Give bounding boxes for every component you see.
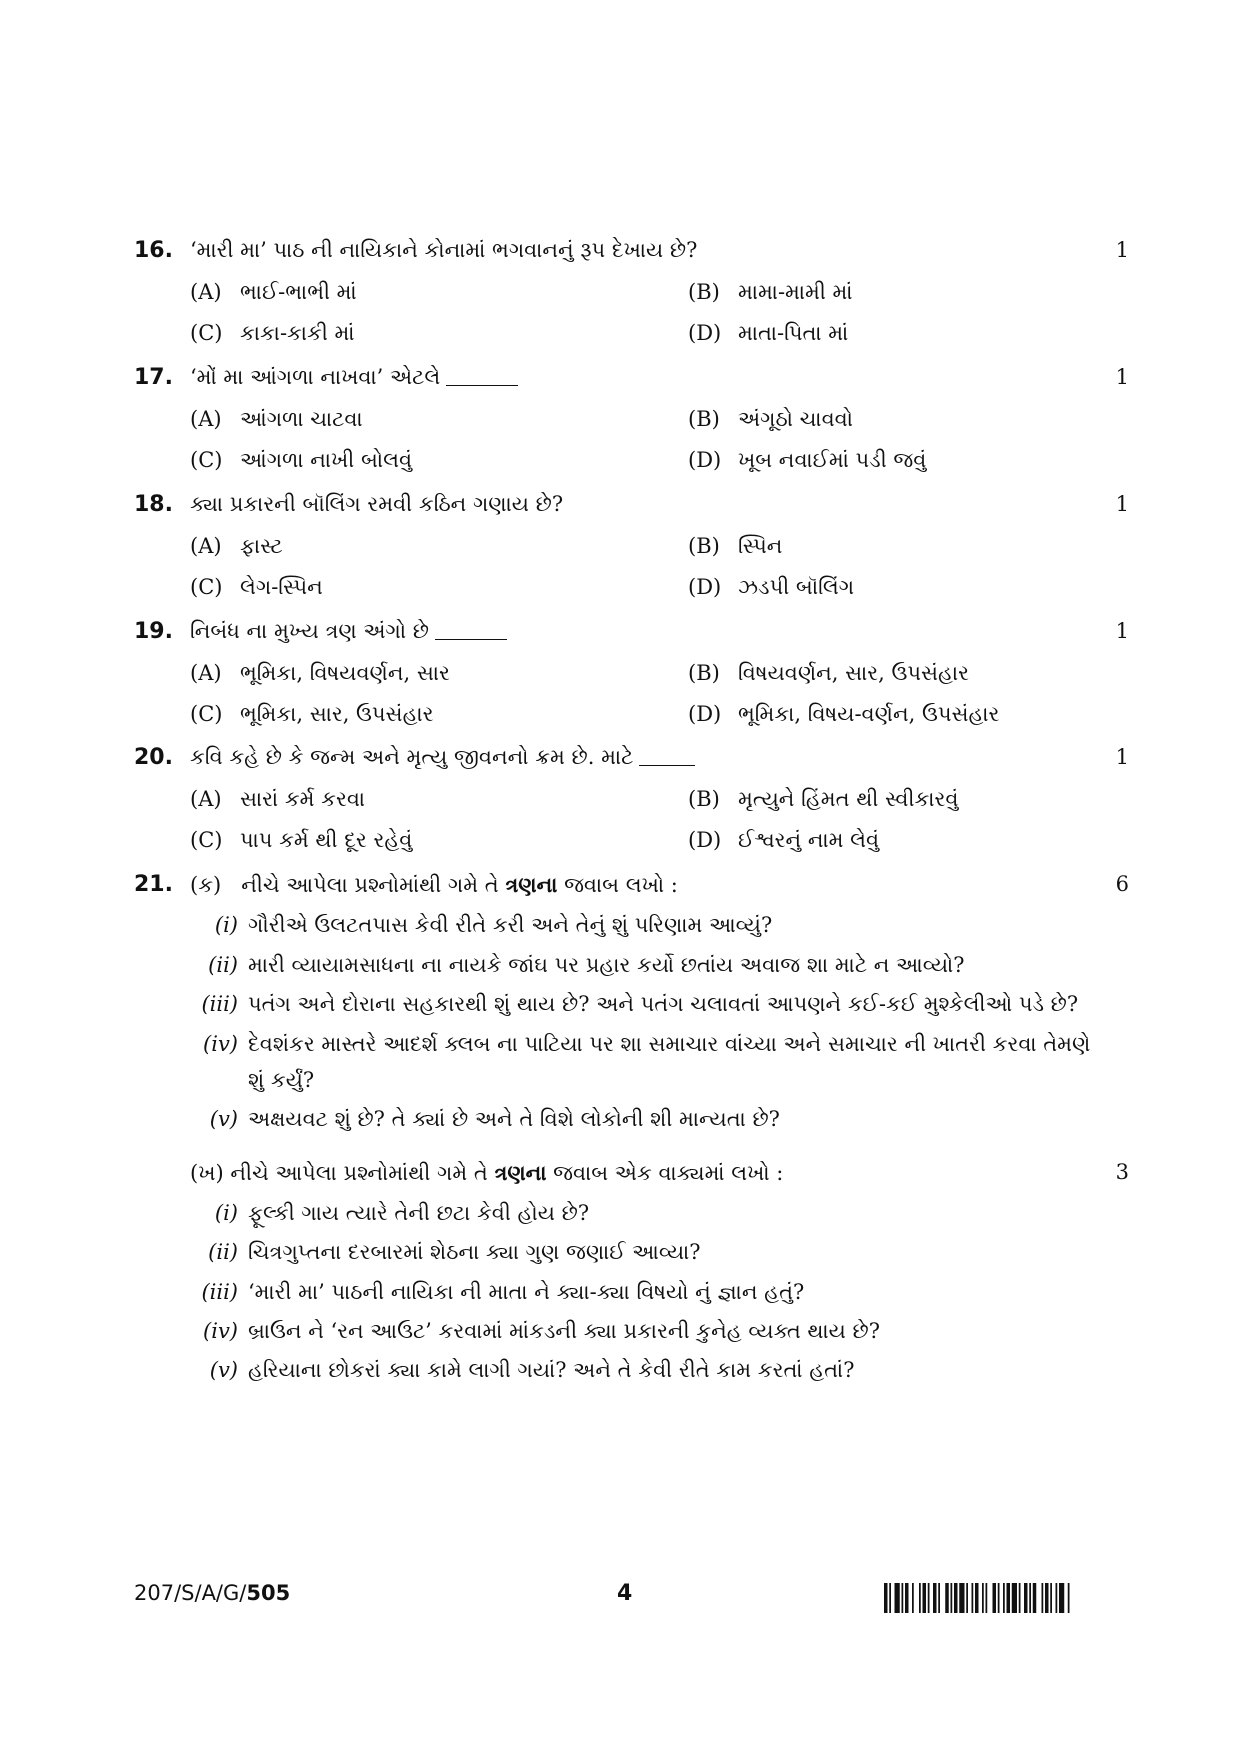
question-text: ‘મારી મા’ પાઠ ની નાયિકાને કોનામાં ભગવાનનું રૂપ દેખાય છે? bbox=[190, 238, 698, 262]
item-text: ચિત્રગુપ્તના દરબારમાં શેઠના ક્યા ગુણ જણાઈ આવ્યા? bbox=[248, 1240, 701, 1264]
option-text: લેગ-સ્પિન bbox=[240, 575, 323, 599]
instruction-text-end: જવાબ એક વાક્યમાં લખો : bbox=[546, 1161, 784, 1185]
option-b bbox=[688, 407, 853, 432]
item-numeral: (v) bbox=[209, 1107, 238, 1131]
question-number: 16. bbox=[134, 238, 173, 263]
option-a bbox=[190, 280, 357, 305]
question-marks: 1 bbox=[1115, 365, 1129, 389]
item-numeral: (iii) bbox=[201, 1280, 238, 1304]
answer-blank bbox=[446, 385, 518, 386]
option-text: ભૂમિકા, સાર, ઉપસંહાર bbox=[240, 702, 434, 726]
item-text: પતંગ અને દોરાના સહકારથી શું થાય છે? અને પતંગ ચલાવતાં આપણને કઈ-કઈ મુશ્કેલીઓ પડે છે? bbox=[248, 992, 1079, 1016]
option-text: ફાસ્ટ bbox=[240, 534, 283, 558]
part-a-item-iv-continued bbox=[248, 1068, 314, 1093]
option-text: ઈશ્વરનું નામ લેવું bbox=[738, 828, 880, 852]
option-a bbox=[190, 787, 365, 812]
item-numeral: (iv) bbox=[203, 1032, 238, 1056]
question-number: 19. bbox=[134, 619, 173, 644]
option-label: (B) bbox=[688, 661, 720, 685]
question-text bbox=[190, 619, 507, 644]
barcode-icon bbox=[884, 1583, 1130, 1613]
instruction-text: નીચે આપેલા પ્રશ્નોમાંથી ગમે તે bbox=[241, 873, 506, 897]
item-text: ગૌરીએ ઉલટતપાસ કેવી રીતે કરી અને તેનું શું પરિણામ આવ્યું? bbox=[248, 913, 773, 937]
part-b-item-v bbox=[190, 1358, 854, 1383]
option-label: (A) bbox=[190, 661, 222, 685]
part-a-item-iii bbox=[190, 992, 1078, 1017]
part-a-item-iv bbox=[190, 1032, 1090, 1057]
item-numeral: (v) bbox=[209, 1358, 238, 1382]
option-text: વિષયવર્ણન, સાર, ઉપસંહાર bbox=[738, 661, 969, 685]
item-numeral: (iii) bbox=[201, 992, 238, 1016]
item-text: ફૂલ્કી ગાય ત્યારે તેની છટા કેવી હોય છે? bbox=[248, 1201, 590, 1225]
question-text bbox=[190, 365, 518, 390]
option-a bbox=[190, 534, 283, 559]
option-text: આંગળા નાખી બોલવું bbox=[240, 448, 413, 472]
option-label: (A) bbox=[190, 407, 222, 431]
part-a-marks: 6 bbox=[1115, 872, 1129, 896]
part-a-item-i bbox=[190, 913, 772, 938]
part-a-item-ii bbox=[190, 953, 965, 978]
option-label: (C) bbox=[190, 828, 223, 852]
question-text-body: કવિ કહે છે કે જન્મ અને મૃત્યુ જીવનનો ક્રમ છે. માટે bbox=[190, 745, 634, 769]
part-b-item-i bbox=[190, 1201, 589, 1226]
option-d bbox=[688, 321, 848, 346]
instruction-text: નીચે આપેલા પ્રશ્નોમાંથી ગમે તે bbox=[230, 1161, 495, 1185]
option-label: (A) bbox=[190, 534, 222, 558]
option-text: કાકા-કાકી માં bbox=[240, 321, 355, 345]
instruction-text-end: જવાબ લખો : bbox=[557, 873, 678, 897]
answer-blank bbox=[639, 765, 695, 766]
option-label: (C) bbox=[190, 702, 223, 726]
page-number: 4 bbox=[617, 1581, 633, 1606]
paper-code bbox=[134, 1581, 290, 1605]
part-b-marks: 3 bbox=[1115, 1160, 1129, 1184]
option-a bbox=[190, 407, 363, 432]
option-label: (D) bbox=[688, 448, 722, 472]
question-text bbox=[190, 745, 695, 770]
instruction-emphasis: ત્રણના bbox=[494, 1160, 547, 1185]
option-label: (C) bbox=[190, 321, 223, 345]
item-numeral: (iv) bbox=[203, 1319, 238, 1343]
item-numeral: (i) bbox=[214, 1201, 238, 1225]
part-a-instruction bbox=[190, 872, 678, 898]
option-label: (A) bbox=[190, 280, 222, 304]
question-marks: 1 bbox=[1115, 745, 1129, 769]
option-text: મૃત્યુને હિંમત થી સ્વીકારવું bbox=[738, 787, 959, 811]
item-text: ‘મારી મા’ પાઠની નાયિકા ની માતા ને ક્યા-ક્યા વિષયો નું જ્ઞાન હતું? bbox=[248, 1280, 805, 1304]
option-text: ભૂમિકા, વિષય-વર્ણન, ઉપસંહાર bbox=[738, 702, 1000, 726]
part-b-item-iii bbox=[190, 1280, 804, 1305]
option-label: (C) bbox=[190, 448, 223, 472]
item-text: મારી વ્યાયામસાધના ના નાયકે જાંઘ પર પ્રહાર કર્યો છતાંય અવાજ શા માટે ન આવ્યો? bbox=[248, 953, 965, 977]
option-b bbox=[688, 280, 853, 305]
option-label: (C) bbox=[190, 575, 223, 599]
option-b bbox=[688, 534, 782, 559]
option-text: મામા-મામી માં bbox=[738, 280, 853, 304]
option-d bbox=[688, 575, 854, 600]
option-label: (A) bbox=[190, 787, 222, 811]
option-text: સ્પિન bbox=[738, 534, 783, 558]
paper-code-prefix: 207/S/A/G/ bbox=[134, 1581, 247, 1605]
item-text: બ્રાઉન ને ‘રન આઉટ’ કરવામાં માંકડની ક્યા પ્રકારની કુનેહ વ્યક્ત થાય છે? bbox=[248, 1319, 881, 1343]
part-label: (ક) bbox=[190, 873, 222, 897]
option-a bbox=[190, 661, 450, 686]
option-text: આંગળા ચાટવા bbox=[240, 407, 363, 431]
answer-blank bbox=[435, 639, 507, 640]
question-text-body: ‘મોં મા આંગળા નાખવા’ એટલે bbox=[190, 365, 441, 389]
option-b bbox=[688, 661, 969, 686]
part-b-instruction bbox=[190, 1160, 783, 1186]
part-label: (ખ) bbox=[190, 1161, 224, 1185]
part-b-item-iv bbox=[190, 1319, 880, 1344]
question-number: 18. bbox=[134, 492, 173, 517]
option-label: (D) bbox=[688, 321, 722, 345]
option-text: અંગૂઠો ચાવવો bbox=[738, 407, 853, 431]
option-c bbox=[190, 575, 323, 600]
question-number: 17. bbox=[134, 365, 173, 390]
option-label: (D) bbox=[688, 702, 722, 726]
question-number: 20. bbox=[134, 745, 173, 770]
option-text: ભૂમિકા, વિષયવર્ણન, સાર bbox=[240, 661, 450, 685]
question-21 bbox=[134, 872, 1129, 1512]
option-label: (B) bbox=[688, 534, 720, 558]
option-d bbox=[688, 828, 879, 853]
item-numeral: (ii) bbox=[208, 1240, 238, 1264]
option-label: (D) bbox=[688, 575, 722, 599]
option-text: પાપ કર્મ થી દૂર રહેવું bbox=[240, 828, 413, 852]
question-number: 21. bbox=[134, 872, 173, 897]
item-numeral: (i) bbox=[214, 913, 238, 937]
option-d bbox=[688, 702, 999, 727]
option-text: સારાં કર્મ કરવા bbox=[240, 787, 366, 811]
part-b-item-ii bbox=[190, 1240, 701, 1265]
option-b bbox=[688, 787, 958, 812]
option-label: (B) bbox=[688, 280, 720, 304]
option-label: (B) bbox=[688, 787, 720, 811]
option-text: માતા-પિતા માં bbox=[738, 321, 849, 345]
option-d bbox=[688, 448, 926, 473]
option-c bbox=[190, 321, 355, 346]
part-a-item-v bbox=[190, 1107, 780, 1132]
option-c bbox=[190, 448, 412, 473]
question-text: ક્યા પ્રકારની બૉલિંગ રમવી કઠિન ગણાય છે? bbox=[190, 492, 564, 516]
option-label: (D) bbox=[688, 828, 722, 852]
option-label: (B) bbox=[688, 407, 720, 431]
option-c bbox=[190, 828, 412, 853]
question-text-body: નિબંધ ના મુખ્ય ત્રણ અંગો છે bbox=[190, 619, 429, 643]
question-marks: 1 bbox=[1115, 619, 1129, 643]
option-text: ભાઈ-ભાભી માં bbox=[240, 280, 357, 304]
instruction-emphasis: ત્રણના bbox=[505, 872, 558, 897]
item-numeral: (ii) bbox=[208, 953, 238, 977]
page-footer bbox=[0, 1581, 1241, 1621]
item-text-continued: શું કર્યું? bbox=[248, 1068, 315, 1092]
item-text: દેવશંકર માસ્તરે આદર્શ ક્લબ ના પાટિયા પર શા સમાચાર વાંચ્યા અને સમાચાર ની ખાતરી કરવા તેમણે bbox=[248, 1032, 1091, 1056]
item-text: હરિયાના છોકરાં ક્યા કામે લાગી ગયાં? અને તે કેવી રીતે કામ કરતાં હતાં? bbox=[248, 1358, 855, 1382]
option-c bbox=[190, 702, 434, 727]
option-text: ખૂબ નવાઈમાં પડી જવું bbox=[738, 448, 927, 472]
question-marks: 1 bbox=[1115, 492, 1129, 516]
paper-code-number: 505 bbox=[246, 1581, 291, 1605]
item-text: અક્ષયવટ શું છે? તે ક્યાં છે અને તે વિશે લોકોની શી માન્યતા છે? bbox=[248, 1107, 780, 1131]
option-text: ઝડપી બૉલિંગ bbox=[738, 575, 855, 599]
question-marks: 1 bbox=[1115, 238, 1129, 262]
